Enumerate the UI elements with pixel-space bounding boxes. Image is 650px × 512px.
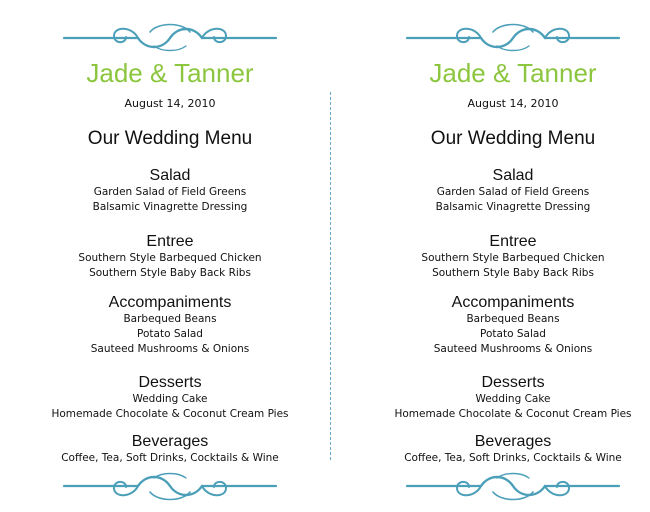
- flourish-bottom-ornament: [405, 466, 621, 506]
- wedding-date: August 14, 2010: [124, 97, 216, 110]
- menu-item: Coffee, Tea, Soft Drinks, Cocktails & Wine: [61, 452, 279, 464]
- section-beverages: [20, 432, 320, 466]
- flourish-top-ornament: [62, 18, 278, 58]
- section-title: Beverages: [474, 433, 552, 450]
- menu-item: Wedding Cake: [475, 393, 551, 405]
- section-desserts: [20, 373, 320, 422]
- section-salad: [20, 166, 320, 215]
- section-title: Desserts: [138, 374, 202, 391]
- couple-names: Jade & Tanner: [429, 58, 597, 88]
- menu-item: Homemade Chocolate & Coconut Cream Pies: [394, 408, 632, 420]
- section-title: Accompaniments: [451, 294, 575, 311]
- section-accompaniments: [20, 293, 320, 357]
- section-accompaniments: [363, 293, 650, 357]
- section-title: Desserts: [481, 374, 545, 391]
- menu-item: Sauteed Mushrooms & Onions: [433, 343, 593, 355]
- section-title: Entree: [489, 233, 537, 250]
- section-title: Beverages: [131, 433, 209, 450]
- menu-item: Wedding Cake: [132, 393, 208, 405]
- menu-item: Garden Salad of Field Greens: [93, 186, 247, 198]
- menu-item: Sauteed Mushrooms & Onions: [90, 343, 250, 355]
- menu-item: Homemade Chocolate & Coconut Cream Pies: [51, 408, 289, 420]
- section-entree: [20, 232, 320, 281]
- menu-item: Southern Style Baby Back Ribs: [89, 267, 251, 279]
- section-title: Entree: [146, 233, 194, 250]
- section-entree: [363, 232, 650, 281]
- menu-item: Southern Style Barbequed Chicken: [78, 252, 262, 264]
- flourish-bottom-ornament: [62, 466, 278, 506]
- section-desserts: [363, 373, 650, 422]
- wedding-date: August 14, 2010: [467, 97, 559, 110]
- menu-item: Potato Salad: [137, 328, 203, 340]
- menu-item: Coffee, Tea, Soft Drinks, Cocktails & Wine: [404, 452, 622, 464]
- flourish-top-ornament: [405, 18, 621, 58]
- menu-card-right: [363, 0, 650, 512]
- menu-item: Balsamic Vinagrette Dressing: [92, 201, 248, 213]
- section-salad: [363, 166, 650, 215]
- section-title: Salad: [492, 167, 534, 184]
- couple-names: Jade & Tanner: [86, 58, 254, 88]
- section-title: Accompaniments: [108, 294, 232, 311]
- menu-card-left: [20, 0, 320, 512]
- menu-item: Potato Salad: [480, 328, 546, 340]
- section-beverages: [363, 432, 650, 466]
- cut-line-divider: [330, 92, 331, 460]
- menu-title: Our Wedding Menu: [430, 128, 596, 149]
- section-title: Salad: [149, 167, 191, 184]
- menu-item: Southern Style Barbequed Chicken: [421, 252, 605, 264]
- menu-item: Garden Salad of Field Greens: [436, 186, 590, 198]
- menu-item: Balsamic Vinagrette Dressing: [435, 201, 591, 213]
- menu-title: Our Wedding Menu: [87, 128, 253, 149]
- menu-item: Barbequed Beans: [123, 313, 217, 325]
- menu-item: Barbequed Beans: [466, 313, 560, 325]
- menu-item: Southern Style Baby Back Ribs: [432, 267, 594, 279]
